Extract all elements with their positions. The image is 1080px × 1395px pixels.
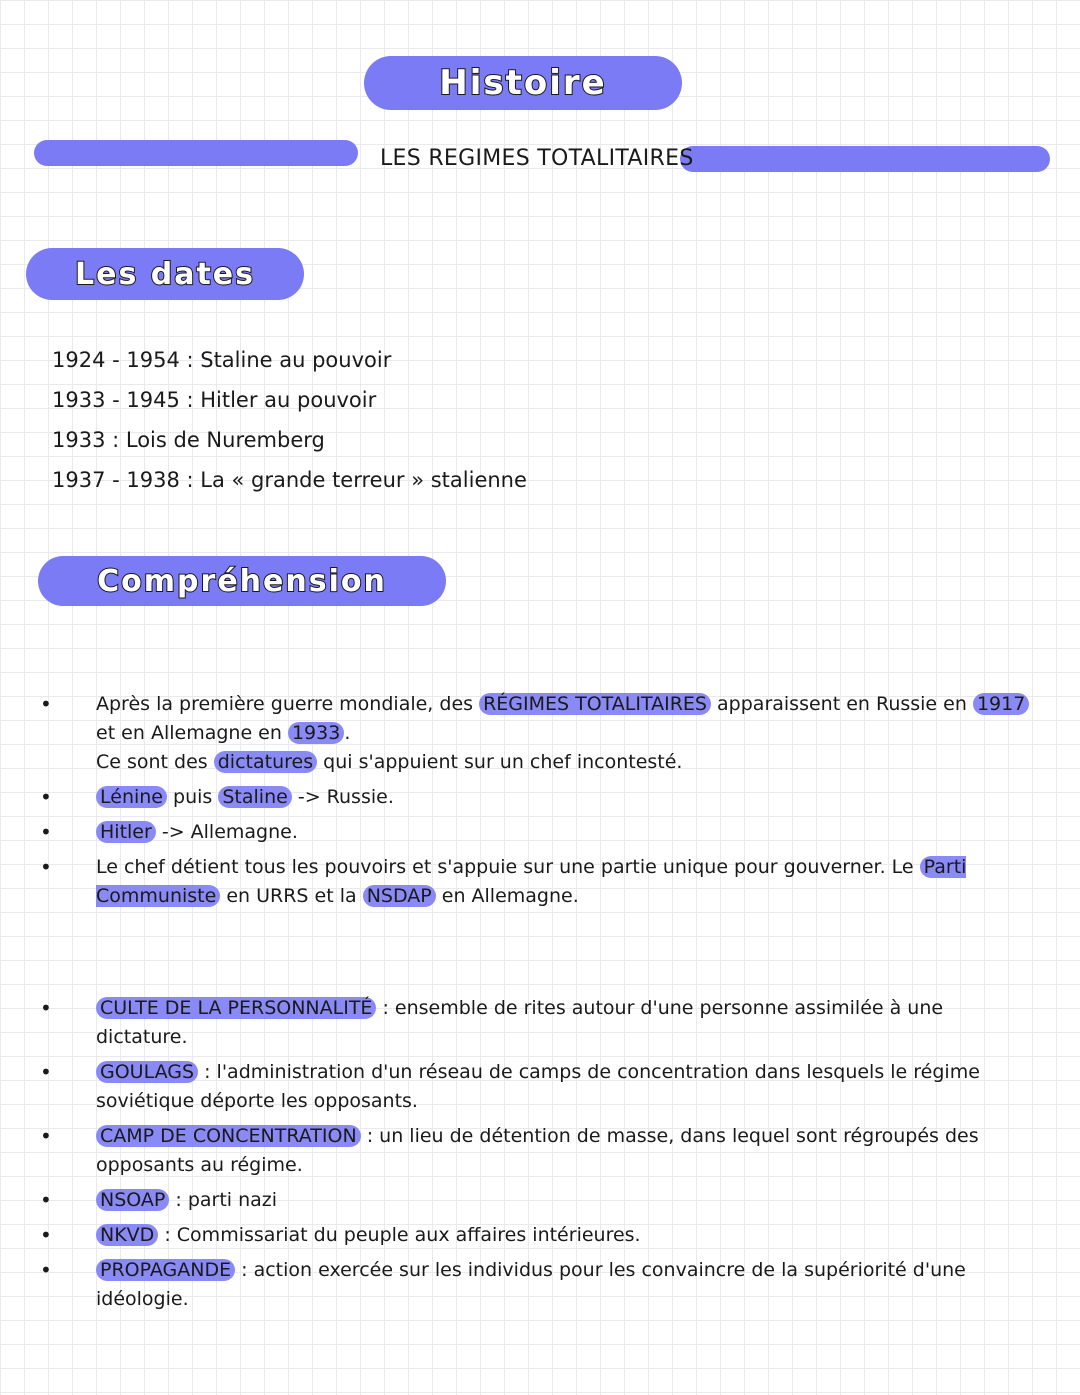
right-decorative-bar (680, 146, 1050, 172)
definition-term: PROPAGANDE (96, 1259, 235, 1281)
definition-item (40, 1256, 1030, 1314)
date-item: 1933 : Lois de Nuremberg (52, 428, 325, 452)
list-item (40, 690, 1030, 777)
date-item: 1937 - 1938 : La « grande terreur » stalienne (52, 468, 527, 492)
text: . (344, 722, 351, 744)
highlight-dictatures: dictatures (214, 751, 317, 773)
text: en Allemagne. (435, 885, 579, 907)
text: puis (167, 786, 219, 808)
text: Ce sont des (96, 751, 214, 773)
definitions-list (40, 994, 1030, 1314)
list-item (40, 853, 1030, 911)
text: -> Allemagne. (155, 821, 298, 843)
definition-item (40, 1058, 1030, 1116)
definition-term: GOULAGS (96, 1061, 198, 1083)
highlight-lenine: Lénine (96, 786, 167, 808)
text: apparaissent en Russie en (711, 693, 973, 715)
definition-item (40, 1186, 1030, 1215)
definition-term: CAMP DE CONCENTRATION (96, 1125, 361, 1147)
highlight-parti-communiste: Parti Communiste (96, 856, 967, 907)
definition-text: : parti nazi (169, 1189, 278, 1211)
highlight-staline: Staline (218, 786, 291, 808)
definition-text: : action exercée sur les individus pour les convaincre de la supériorité d'une idéologie. (96, 1259, 966, 1310)
text: -> Russie. (291, 786, 394, 808)
date-item: 1924 - 1954 : Staline au pouvoir (52, 348, 392, 372)
definition-item (40, 1221, 1030, 1250)
list-item (40, 818, 1030, 847)
definition-term: NSOAP (96, 1189, 169, 1211)
list-item (40, 783, 1030, 812)
comprehension-list (40, 690, 1030, 911)
dates-heading: Les dates (74, 256, 256, 292)
highlight-regimes: RÉGIMES TOTALITAIRES (479, 693, 711, 715)
highlight-hitler: Hitler (96, 821, 156, 843)
date-item: 1933 - 1945 : Hitler au pouvoir (52, 388, 377, 412)
dates-heading-pill (26, 248, 304, 300)
comprehension-heading-pill (38, 556, 446, 606)
title-pill (364, 56, 682, 110)
definition-item (40, 994, 1030, 1052)
definition-term: NKVD (96, 1224, 158, 1246)
definition-text: : Commissariat du peuple aux affaires intérieures. (158, 1224, 641, 1246)
definition-text: : un lieu de détention de masse, dans lequel sont régroupés des opposants au régime. (96, 1125, 979, 1176)
left-decorative-bar (34, 140, 358, 166)
page-title: Histoire (439, 63, 607, 103)
definition-text: : ensemble de rites autour d'une personne assimilée à une dictature. (96, 997, 944, 1048)
text: et en Allemagne en (96, 722, 288, 744)
text: qui s'appuient sur un chef incontesté. (317, 751, 683, 773)
dates-list (52, 340, 527, 500)
definition-text: : l'administration d'un réseau de camps de concentration dans lesquels le régime soviétique déporte les opposants. (96, 1061, 980, 1112)
definition-item (40, 1122, 1030, 1180)
definition-term: CULTE DE LA PERSONNALITÉ (96, 997, 376, 1019)
highlight-nsdap: NSDAP (363, 885, 436, 907)
text: Après la première guerre mondiale, des (96, 693, 480, 715)
text: Le chef détient tous les pouvoirs et s'appuie sur une partie unique pour gouverner. Le (96, 856, 920, 878)
page-subtitle: LES REGIMES TOTALITAIRES (380, 146, 694, 171)
comprehension-heading: Compréhension (97, 563, 387, 599)
text: en URRS et la (220, 885, 363, 907)
highlight-1917: 1917 (973, 693, 1029, 715)
highlight-1933: 1933 (288, 722, 344, 744)
